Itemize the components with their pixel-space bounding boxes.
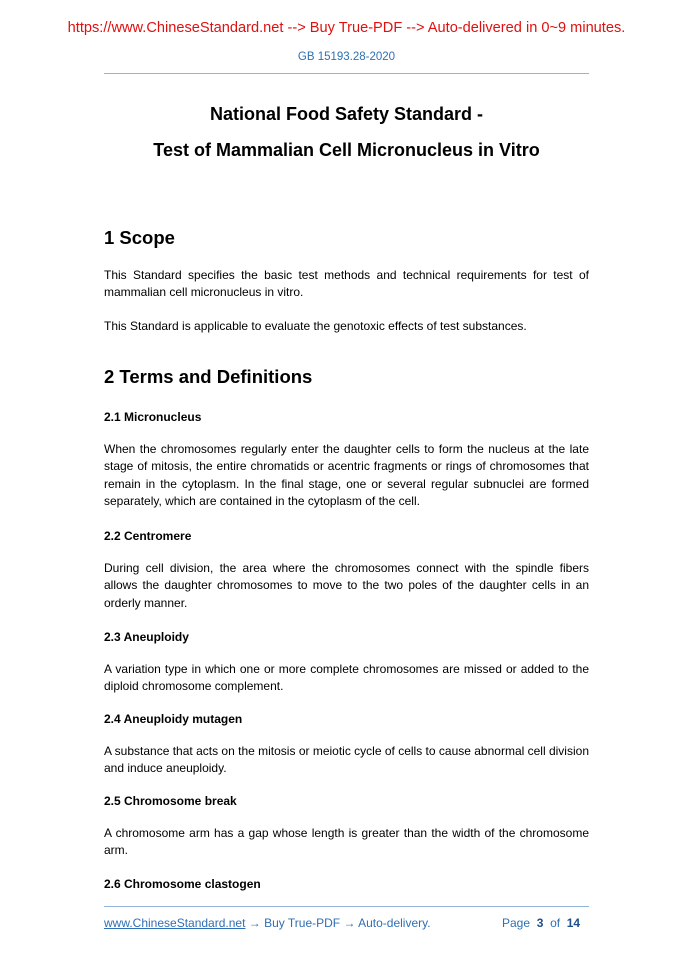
- term-text-micronucleus: When the chromosomes regularly enter the daughter cells to form the nucleus at the late stage of mitosis, the entire chromatids or acentric fragments or rings of chromosomes that remain in the cytoplasm. In the final stage, one or several regular subnuclei are formed separately, which are contained in the cytoplasm of the cell.: [104, 442, 589, 509]
- footer-left: [104, 916, 431, 930]
- page-indicator: [502, 916, 580, 930]
- term-heading-aneuploidy-mutagen: 2.4 Aneuploidy mutagen: [104, 712, 243, 726]
- term-heading-aneuploidy: 2.3 Aneuploidy: [104, 630, 189, 644]
- document-title-line2: Test of Mammalian Cell Micronucleus in Vitro: [153, 140, 540, 160]
- scope-paragraph-1: This Standard specifies the basic test methods and technical requirements for test of mammalian cell micronucleus in vitro.: [104, 268, 589, 300]
- document-title-line1: National Food Safety Standard -: [209, 104, 484, 124]
- footer-tail-text: → Buy True-PDF → Auto-delivery.: [245, 916, 431, 930]
- header-divider: [104, 73, 589, 74]
- banner: https://www.ChineseStandard.net --> Buy True-PDF --> Auto-delivered in 0~9 minutes.: [67, 20, 626, 36]
- section-heading-scope: 1 Scope: [104, 227, 175, 248]
- page-current: 3: [536, 916, 544, 930]
- term-heading-micronucleus: 2.1 Micronucleus: [104, 410, 202, 424]
- page-of: of: [550, 916, 561, 930]
- page-total: 14: [566, 916, 581, 930]
- footer-link[interactable]: www.ChineseStandard.net: [104, 916, 246, 930]
- term-text-chromosome-break: A chromosome arm has a gap whose length is greater than the width of the chromosome arm.: [104, 826, 589, 858]
- term-heading-chromosome-clastogen: 2.6 Chromosome clastogen: [104, 877, 261, 891]
- term-text-aneuploidy-mutagen: A substance that acts on the mitosis or meiotic cycle of cells to cause abnormal cell division and induce aneuploidy.: [104, 744, 589, 776]
- term-text-centromere: During cell division, the area where the chromosomes connect with the spindle fibers allows the daughter chromosomes to move to the two poles of the daughter cells in an orderly manner.: [104, 561, 589, 610]
- page-label: Page: [502, 916, 531, 930]
- section-heading-terms: 2 Terms and Definitions: [104, 366, 313, 387]
- standard-code: GB 15193.28-2020: [297, 51, 396, 63]
- scope-paragraph-2: This Standard is applicable to evaluate the genotoxic effects of test substances.: [104, 319, 527, 333]
- term-heading-chromosome-break: 2.5 Chromosome break: [104, 794, 237, 808]
- footer-divider: [104, 906, 589, 907]
- term-text-aneuploidy: A variation type in which one or more complete chromosomes are missed or added to the diploid chromosome complement.: [104, 662, 589, 694]
- term-heading-centromere: 2.2 Centromere: [104, 529, 192, 543]
